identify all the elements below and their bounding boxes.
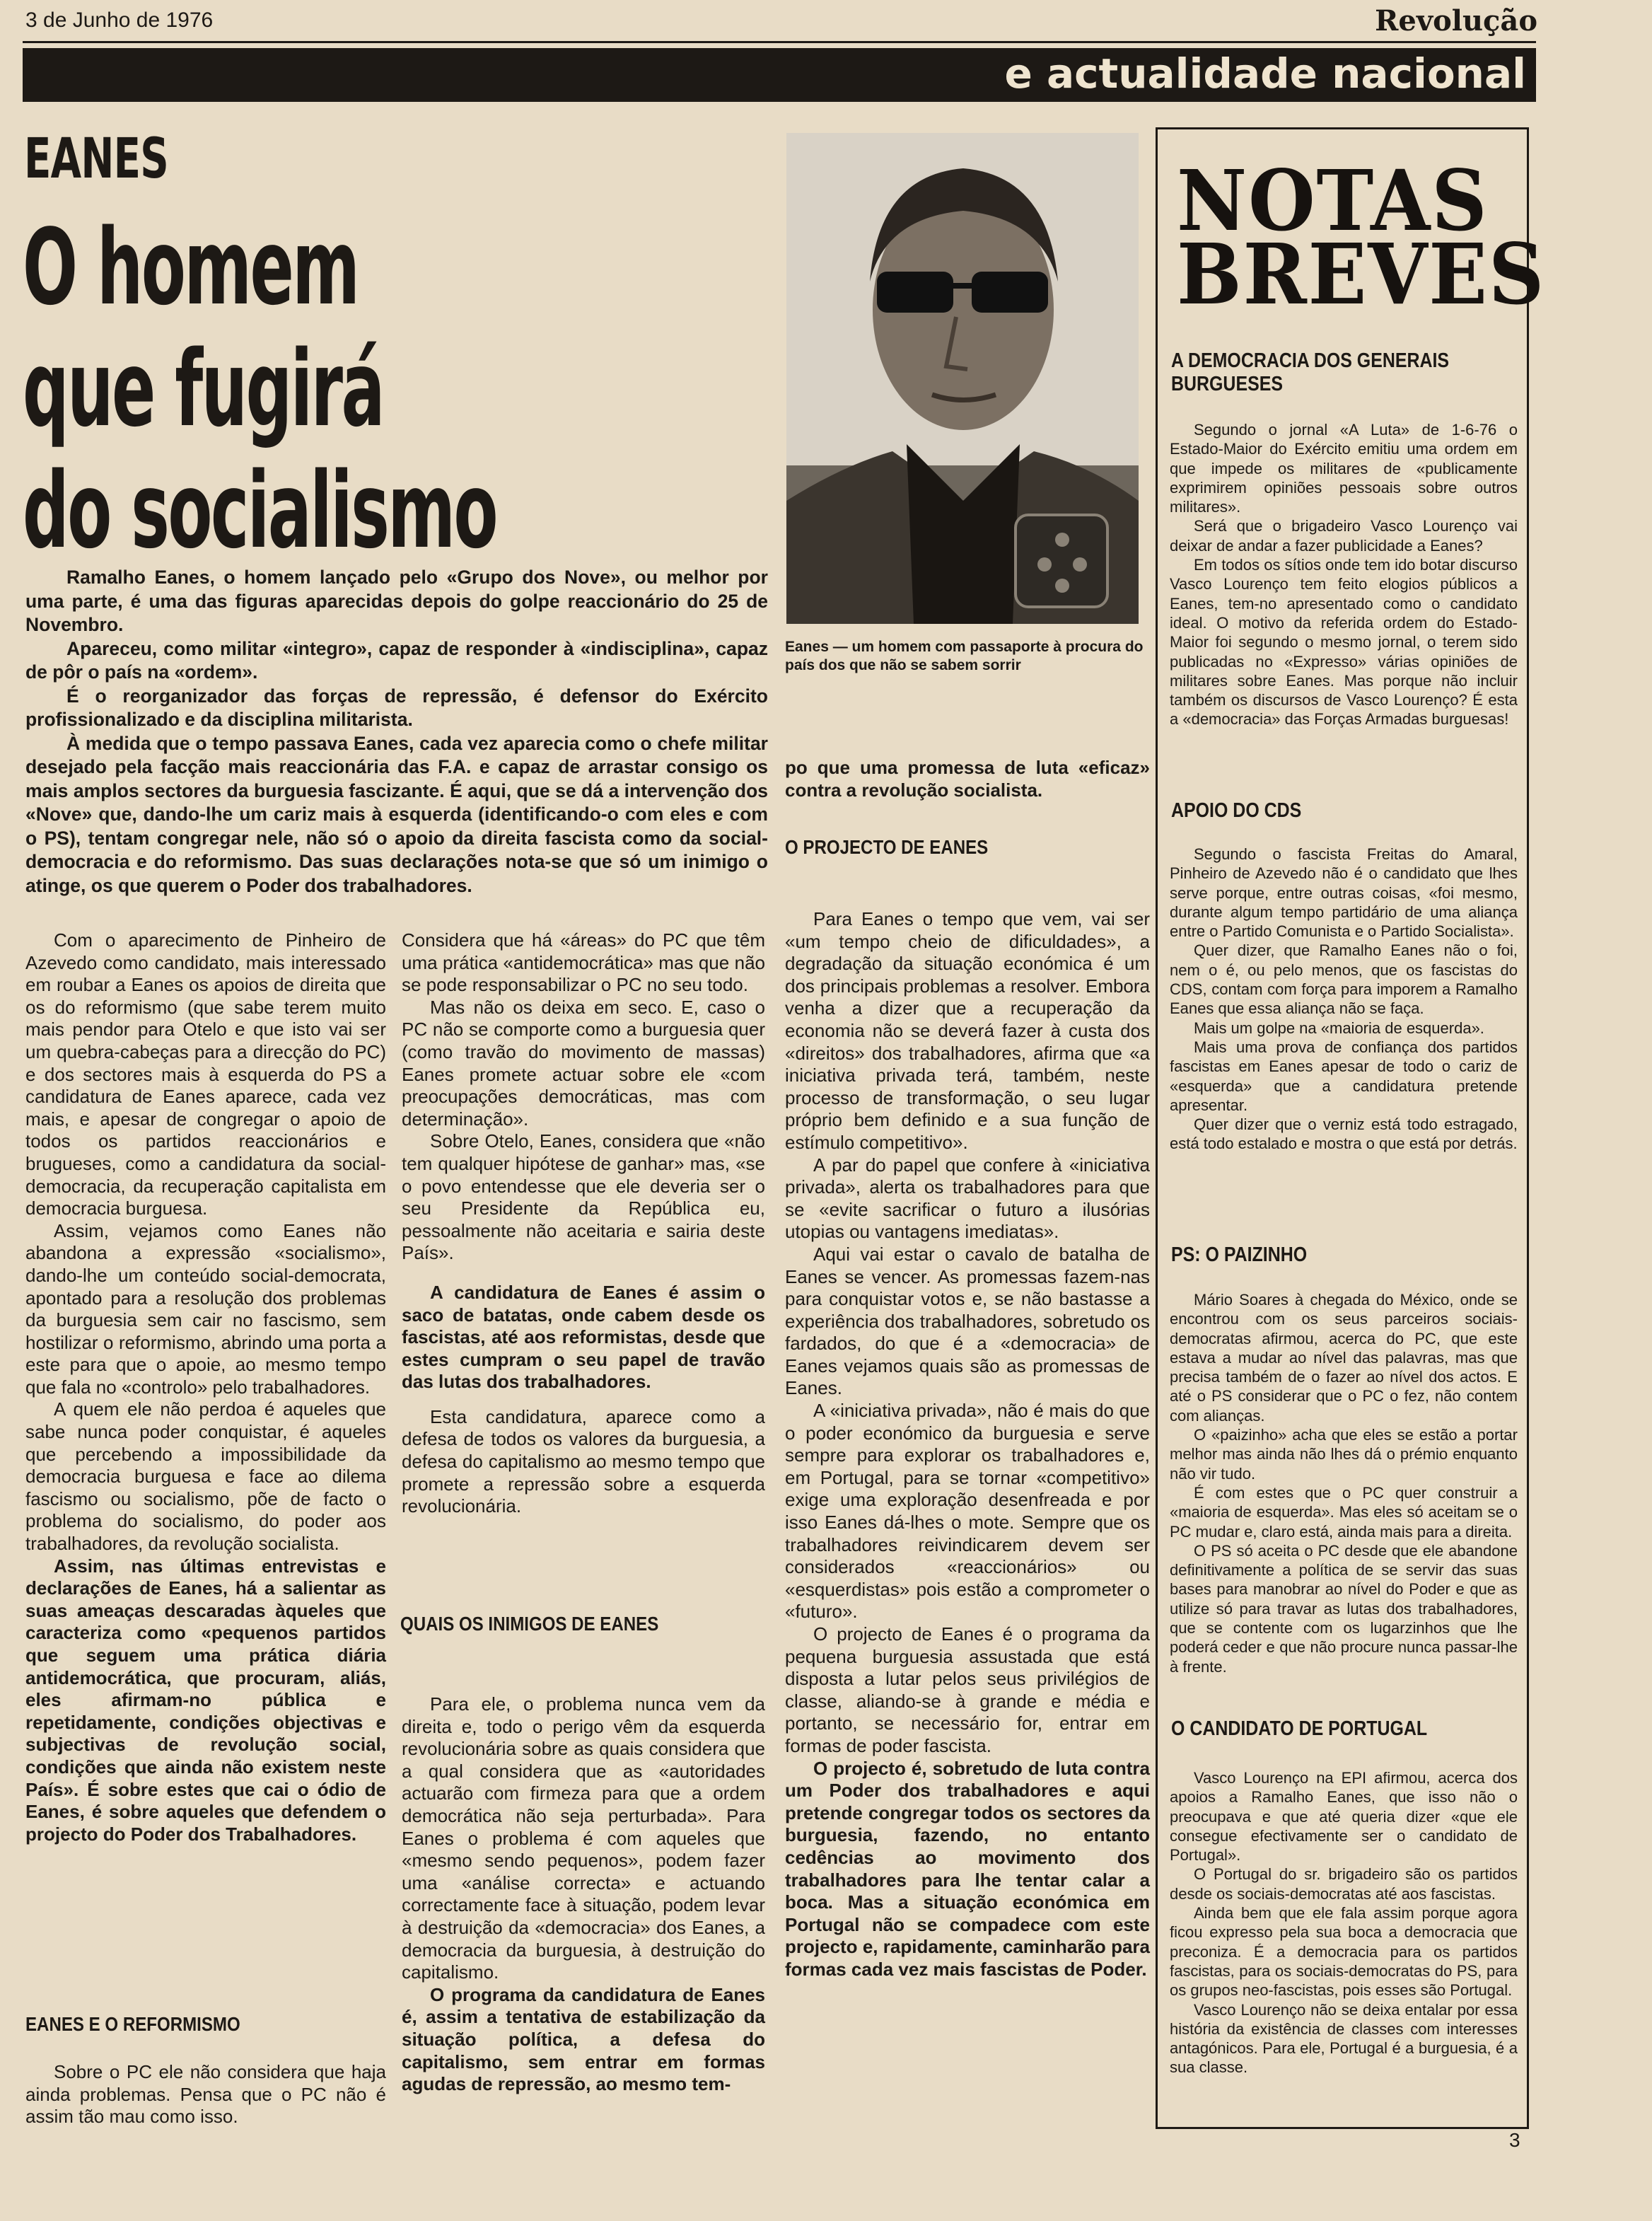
subhead-reformismo: EANES E O REFORMISMO	[25, 2013, 240, 2035]
body-paragraph: Para Eanes o tempo que vem, vai ser «um tempo cheio de dificuldades», a degradação da situação económica é um dos principais problemas a resolver. Embora venha a dizer que a recuperação da economia não se deverá fazer à custa dos «direitos» dos trabalhadores, afirma que «a iniciativa privada terá, também, neste processo de transformação, o seu lugar próprio bem definido e a sua função de estímulo competitivo».	[785, 908, 1150, 1153]
sidebar-paragraph: Será que o brigadeiro Vasco Lourenço vai deixar de andar a fazer publicidade a Eanes?	[1170, 517, 1518, 555]
sidebar-section-cds	[1170, 845, 1518, 1154]
subhead-projecto: O PROJECTO DE EANES	[785, 836, 989, 858]
article-headline	[23, 207, 636, 572]
body-paragraph: Sobre Otelo, Eanes, considera que «não tem qualquer hipótese de ganhar» mas, «se o povo entendesse que ele deveria ser o seu Presidente da República eu, pessoalmente não aceitaria e sairia deste País».	[402, 1130, 765, 1264]
lead-paragraph: É o reorganizador das forças de repressão, é defensor do Exército profissionalizado e da disciplina militarista.	[25, 685, 768, 730]
portrait-photo	[786, 133, 1139, 624]
headline-line-2: que fugirá	[23, 328, 383, 450]
sidebar-paragraph: O PS só aceita o PC desde que ele abandone definitivamente a política de se servir das suas bases para manobrar ao nível do Poder e que as utilize só para travar as lutas dos trabalhadores, que se contente com os lugarzinhos que lhe poderá ceder e que não procure nunca passar-lhe à frente.	[1170, 1541, 1518, 1676]
body-paragraph: Sobre o PC ele não considera que haja ainda problemas. Pensa que o PC não é assim tão mau como isso.	[25, 2061, 386, 2128]
sidebar-section-democracia	[1170, 420, 1518, 729]
sidebar-paragraph: Ainda bem que ele fala assim porque agora ficou expresso pela sua boca a democracia que preconiza. É a democracia para os partidos fascistas, para os sociais-democratas do PS, para os grupos neo-fascistas, pois esses são Portugal.	[1170, 1904, 1518, 2000]
body-paragraph-bold: A candidatura de Eanes é assim o saco de batatas, onde cabem desde os fascistas, até aos reformistas, desde que estes cumpram o seu papel de travão das lutas dos trabalhadores.	[402, 1281, 765, 1393]
body-paragraph-bold: O projecto é, sobretudo de luta contra um Poder dos trabalhadores e aqui pretende congregar todos os sectores da burguesia, fazendo, no entanto cedências ao movimento dos trabalhadores para lhe tentar calar a boca. Mas a situação económica em Portugal não se compadece com este projecto e, rapidamente, caminharão para formas cada vez mais fascistas de Poder.	[785, 1757, 1150, 1980]
body-paragraph: Para ele, o problema nunca vem da direita e, todo o perigo vêm da esquerda revolucionária sobre as quais considera que a qual considera que as «autoridades actuarão com firmeza para que a ordem democrática não seja perturbada». Para Eanes o problema é com aqueles que «mesmo sendo pequenos», podem fazer uma «análise correcta» e actuando correctamente face à situação, podem levar à destruição da «democracia» dos Eanes, a democracia da burguesia, à destruição do capitalismo.	[402, 1693, 765, 1983]
sidebar-paragraph: Mais um golpe na «maioria de esquerda».	[1194, 1019, 1484, 1037]
notas-title-line-2: BREVES	[1177, 225, 1546, 323]
section-banner	[23, 48, 1536, 102]
body-paragraph-bold: O programa da candidatura de Eanes é, assim a tentativa de estabilização da situação política, a defesa do capitalismo, sem entrar em formas agudas de repressão, ao mesmo tem-	[402, 1983, 765, 2095]
body-paragraph: Esta candidatura, aparece como a defesa de todos os valores da burguesia, a defesa do capitalismo ao mesmo tempo que promete a repressão sobre a esquerda revolucionária.	[402, 1405, 765, 1517]
subhead-inimigos: QUAIS OS INIMIGOS DE EANES	[400, 1613, 659, 1635]
sidebar-heading: A DEMOCRACIA DOS GENERAIS BURGUESES	[1171, 349, 1450, 395]
sidebar-heading: O CANDIDATO DE PORTUGAL	[1171, 1717, 1428, 1740]
header-rule	[23, 41, 1536, 43]
sidebar-section-ps	[1170, 1290, 1518, 1676]
sidebar-paragraph: Em todos os sítios onde tem ido botar discurso Vasco Lourenço tem feito elogios públicos a Eanes, tem-no apresentado como o candidato ideal. O motivo da referida ordem do Estado-Maior foi segundo o mesmo jornal, o terem sido publicadas no «Expresso» várias opiniões de militares sobre Eanes. Mas porque não incluir também os discursos de Vasco Lourenço? É esta a «democracia» das Forças Armadas burguesas!	[1170, 556, 1518, 729]
sidebar-paragraph: Quer dizer que o verniz está todo estragado, está todo estalado e mostra o que está por detrás.	[1170, 1115, 1518, 1153]
sidebar-paragraph: Mário Soares à chegada do México, onde se encontrou com os seus parceiros sociais-democratas afirmou, acerca do PC, que este estava a mudar ao nível das palavras, mas que precisa também de o fazer ao nível dos actos. E até o PS considerar que o PC o fez, não contem com alianças.	[1170, 1291, 1518, 1425]
sidebar-paragraph: Segundo o jornal «A Luta» de 1-6-76 o Estado-Maior do Exército emitiu uma ordem em que impede os militares de «publicamente exprimirem opiniões pessoais sobre outros militares».	[1170, 421, 1518, 516]
body-paragraph: A quem ele não perdoa é aqueles que sabe nunca poder conquistar, é aqueles que percebendo a impossibilidade da democracia burguesa e face ao dilema fascismo ou socialismo, põe de facto o problema do socialismo, do poder aos trabalhadores, da revolução socialista.	[25, 1398, 386, 1555]
body-paragraph: Aqui vai estar o cavalo de batalha de Eanes se vencer. As promessas fazem-nas para conquistar votos e, se não bastasse a experiência dos trabalhadores, sobretudo os fardados, do que é a «democracia» de Eanes vejamos quais são as promessas de Eanes.	[785, 1243, 1150, 1399]
body-paragraph: Com o aparecimento de Pinheiro de Azevedo como candidato, mais interessado em roubar a Eanes os apoios de direita que os do reformismo (que sabe terem muito mais pendor para Otelo e que isto vai ser um quebra-cabeças para a direcção do PC) e dos sectores mais à esquerda do PS a candidatura de Eanes aparece, cada vez mais, e apesar de congregar o apoio de todos os partidos reaccionários e brugueses, como a candidatura da social-democracia, da recuperação capitalista em democracia burguesa.	[25, 929, 386, 1219]
body-paragraph: Mas não os deixa em seco. E, caso o PC não se comporte como a burguesia quer (como travão do movimento de massas) Eanes promete actuar sobre ele «com preocupações democráticas, mas com determinação».	[402, 996, 765, 1130]
body-paragraph-bold: po que uma promessa de luta «eficaz» contra a revolução socialista.	[785, 757, 1150, 801]
page-number: 3	[1509, 2129, 1520, 2151]
lead-paragraph: À medida que o tempo passava Eanes, cada vez aparecia como o chefe militar desejado pela facção mais reaccionária das F.A. e capaz de arrastar consigo os mais amplos sectores da burguesia fascizante. É aqui, que se dá a intervenção dos «Nove» que, dando-lhe um cariz mais à esquerda (identificando-o com eles e com o PS), tentam congregar nele, não só o apoio da direita fascista como da social-democracia e do reformismo. Das suas declarações nota-se que só um inimigo o atinge, os que querem o Poder dos trabalhadores.	[25, 732, 768, 896]
sidebar-paragraph: O Portugal do sr. brigadeiro são os partidos desde os sociais-democratas até aos fascistas.	[1170, 1865, 1518, 1903]
article-column-1	[25, 929, 386, 1845]
masthead: Revolução	[1375, 4, 1537, 37]
lead-paragraph: Ramalho Eanes, o homem lançado pelo «Grupo dos Nove», ou melhor por uma parte, é uma das figuras aparecidas depois do golpe reaccionário do 25 de Novembro.	[25, 567, 768, 635]
headline-line-3: do socialismo	[23, 450, 497, 572]
sidebar-heading: APOIO DO CDS	[1171, 799, 1302, 822]
sidebar-paragraph: É com estes que o PC quer construir a «maioria de esquerda». Mas eles só aceitam se o PC mudar e, claro está, ainda mais para a direita.	[1170, 1483, 1518, 1541]
lead-paragraph: Apareceu, como militar «integro», capaz de responder à «indisciplina», capaz de pôr o país na «ordem».	[25, 637, 768, 683]
body-paragraph: Assim, vejamos como Eanes não abandona a expressão «socialismo», dando-lhe um conteúdo social-democrata, apontado para a resolução dos problemas da burguesia sem cair no fascismo, sem hostilizar o reformismo, abrindo uma porta a este para que o apoie, ao mesmo tempo que fala no «controlo» pelo trabalhadores.	[25, 1219, 386, 1398]
body-paragraph: Considera que há «áreas» do PC que têm uma prática «antidemocrática» mas que não se pode responsabilizar o PC no seu todo.	[402, 929, 765, 996]
sidebar-paragraph: Quer dizer, que Ramalho Eanes não o foi, nem o é, ou pelo menos, que os fascistas do CDS, contam com força para imporem a Ramalho Eanes que essa aliança não se faça.	[1170, 941, 1518, 1018]
article-lead	[25, 566, 768, 898]
photo-caption: Eanes — um homem com passaporte à procura do país dos que não se sabem sorrir	[785, 639, 1144, 673]
headline-line-1: O homem	[23, 207, 359, 328]
body-paragraph: A «iniciativa privada», não é mais do que o poder económico da burguesia e serve sempre para explorar os trabalhadores e, em Portugal, para se tornar «competitivo» exige uma exploração desenfreada e por isso Eanes dá-lhes o mote. Sempre que os trabalhadores reivindicarem devem ser considerados «reaccionários» ou «esquerdistas» pois estão a comprometer o «futuro».	[785, 1400, 1150, 1623]
body-paragraph: O projecto de Eanes é o programa da pequena burguesia assustada que está disposta a lutar pelos seus privilégios de classe, aliando-se à grande e média e portanto, se necessário for, entrar em formas de poder fascista.	[785, 1623, 1150, 1756]
article-column-2	[402, 929, 765, 1518]
body-paragraph-bold: Assim, nas últimas entrevistas e declarações de Eanes, há a salientar as suas ameaças descaradas àqueles que caracteriza como «pequenos partidos que seguem uma prática diária antidemocrática, que procuram, aliás, eles afirmam-no pública e repetidamente, condições objectivas e subjectivas de revolução social, condições que ainda não existem neste País». É sobre estes que cai o ódio de Eanes, é sobre aqueles que defendem o projecto do Poder dos Trabalhadores.	[25, 1555, 386, 1845]
sidebar-paragraph: Vasco Lourenço na EPI afirmou, acerca dos apoios a Ramalho Eanes, que isso não o preocupava e que até queria dizer «que ele consegue efectivamente ser o candidato de Portugal».	[1170, 1769, 1518, 1865]
notas-breves-title	[1177, 151, 1546, 323]
portrait-illustration	[786, 133, 1139, 624]
article-column-2-tail	[402, 1693, 765, 2096]
article-column-1-tail	[25, 2061, 386, 2128]
sidebar-paragraph: Vasco Lourenço não se deixa entalar por essa história da existência de classes com interesses antagónicos. Para ele, Portugal é a burguesia, é a sua classe.	[1170, 2000, 1518, 2077]
body-paragraph: A par do papel que confere à «iniciativa privada», alerta os trabalhadores para que se «evite sacrificar o futuro a ilusórias utopias ou vantagens imediatas».	[785, 1154, 1150, 1243]
notas-title-line-1: NOTAS	[1177, 151, 1489, 250]
article-column-3-top	[785, 757, 1150, 801]
article-column-3	[785, 908, 1150, 1981]
sidebar-paragraph: O «paizinho» acha que eles se estão a portar melhor mas ainda não lhes dá o prémio enquanto não vir tudo.	[1170, 1426, 1518, 1483]
issue-date: 3 de Junho de 1976	[25, 8, 214, 32]
sidebar-paragraph: Mais uma prova de confiança dos partidos fascistas em Eanes apesar de todo o cariz de «esquerda» que a candidatura pretende apresentar.	[1170, 1038, 1518, 1114]
sidebar-heading: PS: O PAIZINHO	[1171, 1243, 1308, 1266]
sidebar-paragraph: Segundo o fascista Freitas do Amaral, Pinheiro de Azevedo não é o candidato que lhes serve porque, entre outras coisas, «foi mesmo, durante algum tempo partidário de uma aliança entre o Partido Comunista e o Partido Socialista».	[1170, 845, 1518, 941]
article-kicker: EANES	[24, 127, 169, 191]
section-title: e actualidade nacional	[1004, 50, 1526, 98]
sidebar-section-candidato	[1170, 1768, 1518, 2077]
